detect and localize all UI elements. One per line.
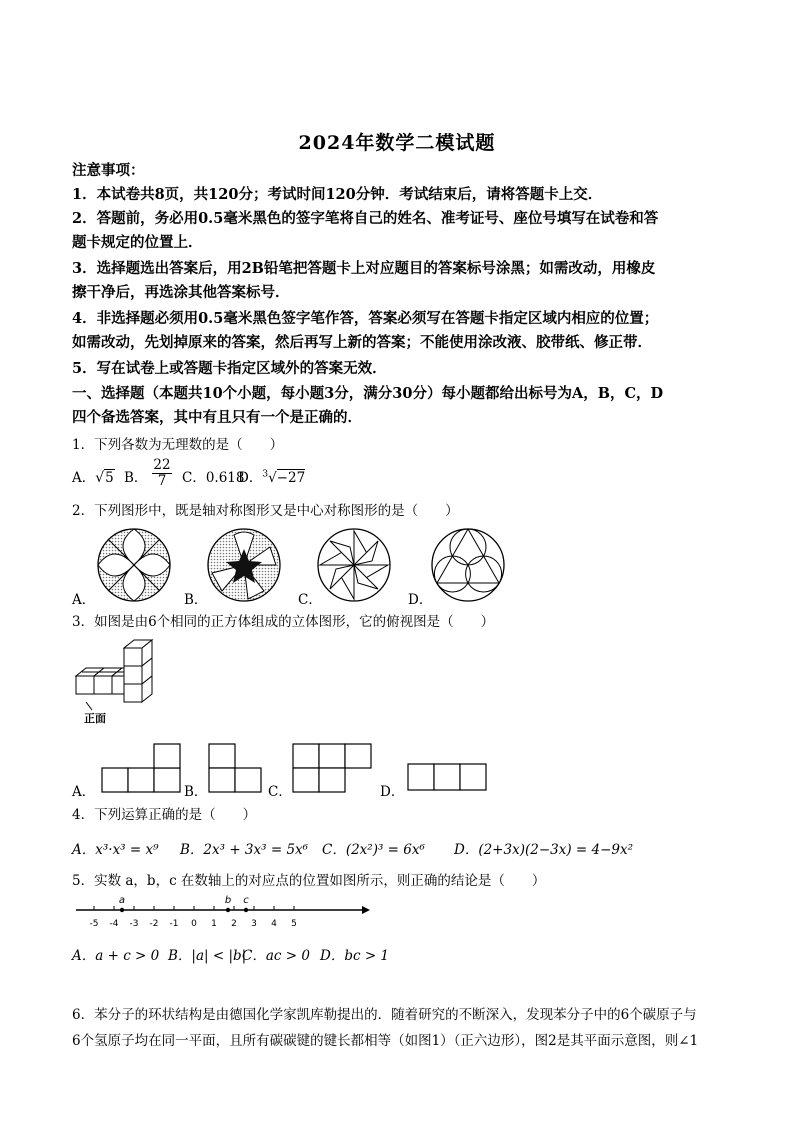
number-line-tick-label: -4 <box>109 919 119 929</box>
q2-figure-a <box>98 529 170 601</box>
q2-option-a: A． <box>72 592 96 608</box>
number-line-point-c <box>244 908 248 912</box>
section-heading-cont: 四个备选答案，其中有且只有一个是正确的． <box>72 409 362 426</box>
number-line-tick-label: 5 <box>291 919 297 929</box>
notice-item: 擦干净后，再选涂其他答案标号． <box>72 284 290 301</box>
option-label: A． <box>72 470 96 486</box>
q2-option-b: B． <box>184 592 208 608</box>
q1-option-b-label: B． <box>124 470 148 486</box>
notice-item: 如需改动，先划掉原来的答案，然后再写上新的答案；不能使用涂改液、胶带纸、修正带． <box>72 334 652 351</box>
number-line-tick-label: 4 <box>271 919 277 929</box>
q5-stem: 5．实数 a，b，c 在数轴上的对应点的位置如图所示，则正确的结论是（ ） <box>72 873 546 889</box>
q3-options-figures <box>96 738 506 798</box>
q3-figure-a <box>102 744 180 792</box>
number-line-point-b <box>226 908 230 912</box>
number-line-tick-label: 1 <box>211 919 217 929</box>
q2-stem: 2．下列图形中，既是轴对称图形又是中心对称图形的是（ ） <box>72 503 459 519</box>
number-line-point-a <box>120 908 124 912</box>
q5-option-c: C．ac > 0 <box>242 948 310 964</box>
number-line-arrow <box>362 906 370 914</box>
q1-stem: 1．下列各数为无理数的是（ ） <box>72 437 284 453</box>
notice-item: 1．本试卷共8页，共120分；考试时间120分钟．考试结束后，请将答题卡上交． <box>72 186 603 203</box>
q1-option-c: C．0.618 <box>182 470 245 486</box>
number-line-tick-label: 2 <box>231 919 237 929</box>
q4-option-a: A．x³·x³ = x⁹ <box>72 842 159 858</box>
number-line-tick-label: -3 <box>129 919 139 929</box>
q2-option-d: D． <box>408 592 433 608</box>
q4-option-b: B．2x³ + 3x³ = 5x⁶ <box>180 842 309 858</box>
number-line-tick-label: -2 <box>149 919 159 929</box>
q5-option-b: B．|a| < |b| <box>168 948 247 964</box>
q3-option-a: A． <box>72 784 96 800</box>
q1-option-d: D．$^3$√−27 <box>238 469 306 486</box>
page-title: 2024年数学二模试题 <box>298 132 496 154</box>
option-label: D． <box>238 470 263 486</box>
q2-figure-d <box>432 529 504 601</box>
q3-figure-c <box>293 744 371 792</box>
number-line-tick-label: 0 <box>191 919 197 929</box>
q2-figure-c <box>318 529 390 601</box>
q3-solid-figure <box>72 638 162 714</box>
q3-option-d: D． <box>380 784 405 800</box>
q4-option-c: C．(2x²)³ = 6x⁶ <box>322 842 425 858</box>
q5-number-line <box>72 892 372 936</box>
number-line-tick-label: -1 <box>169 919 179 929</box>
notice-item: 3．选择题选出答案后，用2B铅笔把答题卡上对应题目的答案标号涂黑；如需改动，用橡皮 <box>72 260 656 277</box>
q6-text-cont: 6个氢原子均在同一平面，且所有碳碳键的键长都相等（如图1）（正六边形），图2是其平面示意图，则∠1 <box>72 1033 699 1049</box>
q6-text: 6．苯分子的环状结构是由德国化学家凯库勒提出的．随着研究的不断深入，发现苯分子中的6个碳原子与 <box>72 1007 697 1023</box>
fraction-denominator: 7 <box>157 473 167 489</box>
q3-figure-b <box>209 744 261 792</box>
notice-item: 2．答题前，务必用0.5毫米黑色的签字笔将自己的姓名、准考证号、座位号填写在试卷和答 <box>72 210 659 227</box>
q1-option-a: A．√5 <box>72 470 114 486</box>
notice-heading: 注意事项： <box>72 162 145 179</box>
q2-figures <box>72 525 512 605</box>
number-line-tick-label: 3 <box>251 919 257 929</box>
front-view-label: 正面 <box>84 712 106 725</box>
q5-option-d: D．bc > 1 <box>320 948 390 964</box>
radicand: −27 <box>276 470 306 486</box>
q4-stem: 4．下列运算正确的是（ ） <box>72 807 257 823</box>
q4-option-d: D．(2+3x)(2−3x) = 4−9x² <box>454 842 634 858</box>
q1-option-b-fraction <box>152 458 172 489</box>
section-heading: 一、选择题（本题共10个小题，每小题3分，满分30分）每小题都给出标号为A，B，C，D <box>72 385 664 402</box>
q3-option-c: C． <box>268 784 292 800</box>
number-line-tick-label: -5 <box>89 919 99 929</box>
q3-option-b: B． <box>184 784 208 800</box>
q3-stem: 3．如图是由6个相同的正方体组成的立体图形，它的俯视图是（ ） <box>72 614 495 630</box>
notice-item: 4．非选择题必须用0.5毫米黑色签字笔作答，答案必须写在答题卡指定区域内相应的位置； <box>72 310 659 327</box>
radicand: 5 <box>105 470 114 486</box>
number-line-point-label: b <box>224 895 232 906</box>
q3-figure-d <box>408 764 486 790</box>
fraction-numerator: 22 <box>153 457 171 473</box>
q2-figure-b <box>208 529 280 601</box>
q5-option-a: A．a + c > 0 <box>72 948 160 964</box>
root-index: 3 <box>262 469 269 480</box>
q2-option-c: C． <box>298 592 322 608</box>
notice-item: 题卡规定的位置上． <box>72 234 203 251</box>
notice-item: 5．写在试卷上或答题卡指定区域外的答案无效． <box>72 360 387 377</box>
number-line-point-label: a <box>118 895 126 906</box>
number-line-point-label: c <box>243 895 249 906</box>
